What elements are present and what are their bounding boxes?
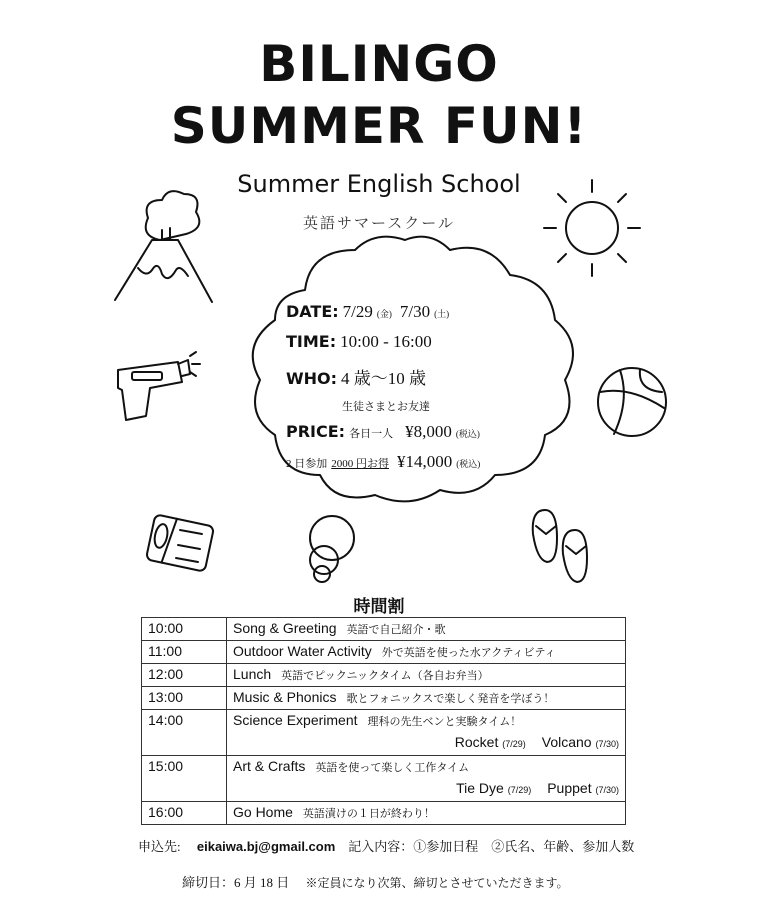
price-tax: (税込) xyxy=(455,429,480,439)
schedule-sub-options xyxy=(233,732,619,755)
water-gun-icon xyxy=(118,352,200,420)
sub-option-name: Puppet xyxy=(547,780,592,796)
schedule-row xyxy=(142,710,626,756)
schedule-time: 15:00 xyxy=(142,756,227,802)
two-day-tax: (税込) xyxy=(456,459,481,469)
schedule-row xyxy=(142,664,626,687)
who-label: WHO: xyxy=(286,369,338,388)
price-line xyxy=(286,422,480,442)
date-2-day: (土) xyxy=(434,309,450,319)
sub-option-name: Rocket xyxy=(454,734,499,750)
two-day-prefix: 2 日参加 xyxy=(286,458,328,470)
sub-option-date: (7/30) xyxy=(595,739,619,749)
sub-option-name: Tie Dye xyxy=(456,780,504,796)
schedule-activity: Lunch xyxy=(233,666,272,682)
price-value: ¥8,000 xyxy=(405,422,452,441)
schedule-time: 12:00 xyxy=(142,664,227,687)
schedule-activity-cell xyxy=(227,687,626,710)
who-line xyxy=(286,364,426,389)
schedule-activity: Art & Crafts xyxy=(233,758,306,774)
apply-label: 申込先: xyxy=(138,839,181,854)
schedule-title: 時間割 xyxy=(353,597,405,617)
deadline-line xyxy=(182,872,569,891)
two-day-discount: 2000 円お得 xyxy=(331,458,389,470)
schedule-row xyxy=(142,802,626,825)
title-line-1: BILINGO xyxy=(259,35,499,93)
date-2: 7/30 xyxy=(399,302,431,321)
sub-option-name: Volcano xyxy=(541,734,592,750)
schedule-time: 11:00 xyxy=(142,641,227,664)
date-line xyxy=(286,302,449,322)
schedule-activity-jp: 英語でピックニックタイム（各自お弁当） xyxy=(281,669,489,682)
schedule-activity-cell xyxy=(227,756,626,802)
schedule-activity: Go Home xyxy=(233,804,293,820)
sub-option-date: (7/30) xyxy=(595,785,619,795)
bento-icon xyxy=(146,514,214,571)
schedule-activity-jp: 外で英語を使った水アクティビティ xyxy=(381,646,556,659)
schedule-activity-cell xyxy=(227,710,626,756)
sub-option-date: (7/29) xyxy=(502,739,526,749)
schedule-activity-jp: 英語漬けの１日が終わり！ xyxy=(302,807,435,820)
who-note: 生徒さまとお友達 xyxy=(342,401,430,413)
two-day-line xyxy=(286,452,480,472)
schedule-time: 16:00 xyxy=(142,802,227,825)
schedule-activity: Song & Greeting xyxy=(233,620,337,636)
schedule-activity: Outdoor Water Activity xyxy=(233,643,372,659)
deadline: 締切日：6 月 18 日 xyxy=(182,875,290,890)
schedule-activity-cell xyxy=(227,618,626,641)
schedule-row xyxy=(142,687,626,710)
sun-icon xyxy=(544,180,640,276)
schedule-row xyxy=(142,641,626,664)
schedule-time: 10:00 xyxy=(142,618,227,641)
schedule-activity-jp: 理科の先生ベンと実験タイム！ xyxy=(367,715,522,728)
schedule-table xyxy=(141,617,626,825)
two-day-value: ¥14,000 xyxy=(397,452,453,471)
schedule-time: 14:00 xyxy=(142,710,227,756)
subtitle-jp: 英語サマースクール xyxy=(303,214,455,232)
time-line xyxy=(286,332,432,352)
date-1-day: (金) xyxy=(376,309,392,319)
volcano-icon xyxy=(115,191,212,302)
beach-ball-icon xyxy=(598,368,666,436)
time-label: TIME: xyxy=(286,332,337,351)
apply-line xyxy=(138,836,634,855)
schedule-activity-jp: 歌とフォニックスで楽しく発音を学ぼう！ xyxy=(346,692,555,705)
schedule-activity-cell xyxy=(227,641,626,664)
schedule-activity-jp: 英語を使って楽しく工作タイム xyxy=(315,761,470,774)
deadline-note: ※定員になり次第、締切とさせていただきます。 xyxy=(305,876,569,890)
price-label: PRICE: xyxy=(286,422,346,441)
schedule-row xyxy=(142,618,626,641)
email-link[interactable]: eikaiwa.bj@gmail.com xyxy=(196,839,336,854)
price-each: 各日一人 xyxy=(349,428,394,440)
schedule-activity: Science Experiment xyxy=(233,712,358,728)
date-label: DATE: xyxy=(286,302,339,321)
schedule-activity-jp: 英語で自己紹介・歌 xyxy=(346,623,446,636)
apply-fields: 記入内容：①参加日程 ②氏名、年齢、参加人数 xyxy=(348,839,635,854)
who-value: 4 歳～10 歳 xyxy=(341,369,427,388)
date-1: 7/29 xyxy=(342,302,373,321)
schedule-activity-cell xyxy=(227,802,626,825)
schedule-activity: Music & Phonics xyxy=(233,689,337,705)
schedule-activity-cell xyxy=(227,664,626,687)
sandals-icon xyxy=(533,510,587,582)
sub-option-date: (7/29) xyxy=(507,785,532,795)
schedule-time: 13:00 xyxy=(142,687,227,710)
subtitle: Summer English School xyxy=(237,170,521,198)
title-line-2: SUMMER FUN! xyxy=(170,97,588,155)
schedule-row xyxy=(142,756,626,802)
time-value: 10:00 - 16:00 xyxy=(340,332,432,351)
schedule-sub-options xyxy=(233,778,619,801)
